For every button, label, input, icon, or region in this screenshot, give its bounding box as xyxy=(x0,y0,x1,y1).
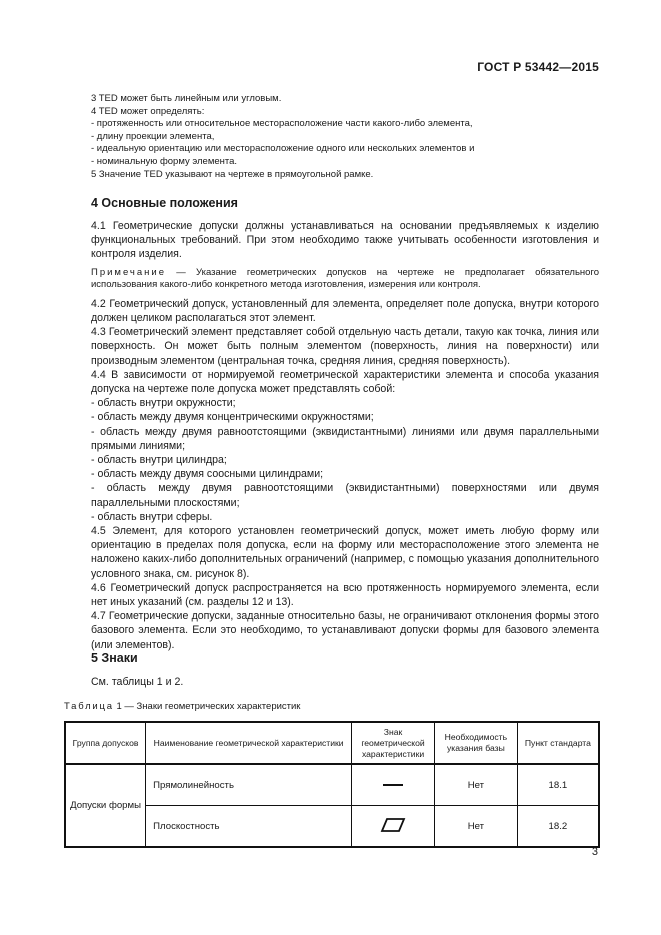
section-4-heading: 4 Основные положения xyxy=(91,196,238,210)
characteristic-name: Прямолинейность xyxy=(146,764,352,806)
table-1 xyxy=(64,721,600,848)
note-label: Примечание xyxy=(91,266,166,278)
table-header-cell: Наименование геометрической характеристики xyxy=(146,722,352,764)
paragraph-4-7: 4.7 Геометрические допуски, заданные относительно базы, не ограничивают отклонения формы этого базового элемента. Если это необходимо, то устанавливают допуски формы для базового элемента (или элементов). xyxy=(91,610,599,651)
table-header-cell: Пункт стандарта xyxy=(517,722,599,764)
paragraph-4-5: 4.5 Элемент, для которого установлен геометрический допуск, может иметь любую форму или ориентацию в пределах поля допуска, если на форму или месторасположение этого элемента не наложено каких-либо дополнительных ограничений (например, с помощью указания дополнительного условного знака, см. рисунок 8). xyxy=(91,525,599,580)
base-required-cell: Нет xyxy=(434,806,517,848)
list-item: - область внутри окружности; xyxy=(91,397,236,410)
ted-notes xyxy=(91,93,599,181)
flatness-symbol-icon xyxy=(380,817,406,833)
table-caption-text: 1 — Знаки геометрических характеристик xyxy=(113,701,301,712)
paragraph-4-2: 4.2 Геометрический допуск, установленный для элемента, определяет поле допуска, внутри которого должен целиком располагаться этот элемент. xyxy=(91,297,599,324)
list-item: - область внутри сферы. xyxy=(91,510,213,523)
list-item: - область между двумя равноотстоящими (эквидистантными) линиями или двумя параллельными прямыми линиями; xyxy=(91,425,599,452)
list-item: - область внутри цилиндра; xyxy=(91,454,227,467)
paragraph-4-1: 4.1 Геометрические допуски должны устанавливаться на основании предъявляемых к изделию функциональных требований. При этом необходимо также учитывать особенности изготовления и контроля изделия. xyxy=(91,220,599,261)
note-paragraph xyxy=(91,267,599,292)
page-number: 3 xyxy=(591,846,598,858)
base-required-cell: Нет xyxy=(434,764,517,806)
clause-cell: 18.1 xyxy=(517,764,599,806)
symbol-cell xyxy=(352,806,435,848)
ted-note-line: 4 TED может определять: xyxy=(91,105,205,117)
paragraph-4-6: 4.6 Геометрический допуск распространяется на всю протяженность нормируемого элемента, если нет иных указаний (см. разделы 12 и 13). xyxy=(91,581,599,609)
list-item: - область между двумя соосными цилиндрами; xyxy=(91,468,324,481)
section-4-body xyxy=(91,219,599,652)
ted-note-line: - длину проекции элемента, xyxy=(91,130,215,142)
table-header-cell: Группа допусков xyxy=(65,722,146,764)
ted-note-line: 3 TED может быть линейным или угловым. xyxy=(91,93,282,104)
table-header-cell: Необходимость указания базы xyxy=(434,722,517,764)
ted-note-line: 5 Значение TED указывают на чертеже в прямоугольной рамке. xyxy=(91,168,374,180)
table-1-caption xyxy=(64,701,300,712)
section-5-heading: 5 Знаки xyxy=(91,651,138,665)
paragraph-4-3: 4.3 Геометрический элемент представляет собой отдельную часть детали, такую как точка, линия или поверхность. Он может быть полным элементом (поверхность, линия на поверхности) или производным элементом (центральная точка, средняя линия, средняя поверхность). xyxy=(91,326,599,367)
list-item: - область между двумя равноотстоящими (эквидистантными) поверхностями или двумя параллельными плоскостями; xyxy=(91,482,599,509)
characteristic-name: Плоскостность xyxy=(146,806,352,848)
ted-note-line: - идеальную ориентацию или месторасположение одного или нескольких элементов и xyxy=(91,143,475,155)
table-row xyxy=(65,806,599,848)
clause-cell: 18.2 xyxy=(517,806,599,848)
tolerance-group-cell: Допуски формы xyxy=(65,764,146,847)
table-header-row xyxy=(65,722,599,764)
ted-note-line: - протяженность или относительное месторасположение части какого-либо элемента, xyxy=(91,118,473,130)
table-row xyxy=(65,764,599,806)
paragraph-4-4: 4.4 В зависимости от нормируемой геометрической характеристики элемента и способа указания допуска на чертеже поле допуска может представлять собой: xyxy=(91,368,599,396)
ted-note-line: - номинальную форму элемента. xyxy=(91,155,238,167)
list-item: - область между двумя концентрическими окружностями; xyxy=(91,411,374,424)
section-5-reference: См. таблицы 1 и 2. xyxy=(91,676,184,688)
straightness-symbol-icon xyxy=(382,782,404,788)
table-caption-label: Таблица xyxy=(64,701,114,712)
table-header-cell: Знак геометрической характеристики xyxy=(352,722,435,764)
note-text: — Указание геометрических допусков на чертеже не предполагает обязательного использования какого-либо конкретного метода изготовления, измерения или контроля. xyxy=(91,266,599,291)
symbol-cell xyxy=(352,764,435,806)
document-code: ГОСТ Р 53442—2015 xyxy=(477,60,599,74)
